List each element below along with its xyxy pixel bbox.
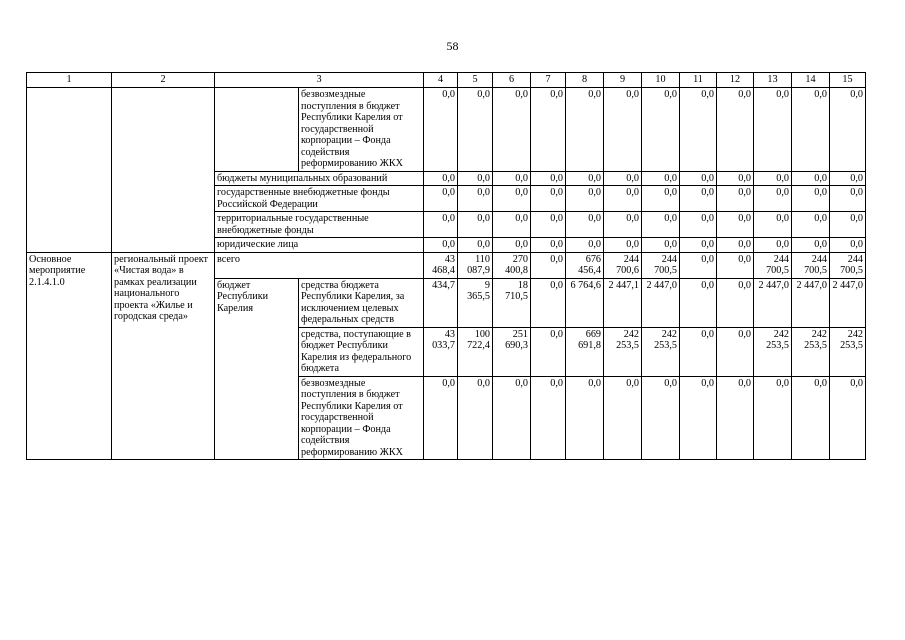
value-cell: 0,0 (566, 238, 604, 253)
empty-cell (27, 88, 112, 253)
header-cell: 11 (680, 73, 717, 88)
row-label: государственные внебюджетные фонды Российской Федерации (215, 186, 424, 212)
value-cell: 0,0 (642, 376, 680, 460)
value-cell: 0,0 (424, 186, 458, 212)
value-cell: 6 764,6 (566, 278, 604, 327)
empty-cell (112, 88, 215, 253)
value-cell: 0,0 (424, 376, 458, 460)
row-label: бюджеты муниципальных образований (215, 171, 424, 186)
value-cell: 0,0 (566, 171, 604, 186)
value-cell: 0,0 (458, 212, 493, 238)
value-cell: 0,0 (424, 212, 458, 238)
value-cell: 0,0 (717, 186, 754, 212)
row-label: средства, поступающие в бюджет Республики Карелия из федерального бюджета (299, 327, 424, 376)
header-cell: 7 (531, 73, 566, 88)
header-cell: 8 (566, 73, 604, 88)
value-cell: 244 700,5 (792, 252, 830, 278)
value-cell: 0,0 (458, 88, 493, 172)
value-cell: 0,0 (642, 186, 680, 212)
value-cell: 0,0 (493, 88, 531, 172)
value-cell: 0,0 (680, 186, 717, 212)
value-cell: 2 447,0 (754, 278, 792, 327)
value-cell: 434,7 (424, 278, 458, 327)
value-cell: 0,0 (680, 278, 717, 327)
header-cell: 6 (493, 73, 531, 88)
value-cell: 0,0 (830, 376, 866, 460)
value-cell: 0,0 (531, 327, 566, 376)
row-label: всего (215, 252, 424, 278)
header-cell: 14 (792, 73, 830, 88)
value-cell: 242 253,5 (642, 327, 680, 376)
value-cell: 0,0 (717, 212, 754, 238)
value-cell: 0,0 (830, 171, 866, 186)
header-cell: 3 (215, 73, 424, 88)
value-cell: 0,0 (792, 376, 830, 460)
value-cell: 0,0 (792, 186, 830, 212)
budget-label-cell: бюджет Республики Карелия (215, 278, 299, 460)
row-label: безвозмездные поступления в бюджет Республики Карелия от государственной корпорации – Фонда содействия реформированию ЖКХ (299, 88, 424, 172)
value-cell: 0,0 (604, 212, 642, 238)
header-cell: 9 (604, 73, 642, 88)
value-cell: 0,0 (604, 88, 642, 172)
header-cell: 4 (424, 73, 458, 88)
value-cell: 244 700,5 (754, 252, 792, 278)
value-cell: 100 722,4 (458, 327, 493, 376)
value-cell: 0,0 (531, 212, 566, 238)
value-cell: 0,0 (531, 171, 566, 186)
value-cell: 242 253,5 (830, 327, 866, 376)
value-cell: 2 447,1 (604, 278, 642, 327)
value-cell: 0,0 (531, 278, 566, 327)
header-cell: 15 (830, 73, 866, 88)
value-cell: 0,0 (754, 186, 792, 212)
page-number: 58 (446, 39, 459, 53)
value-cell: 0,0 (531, 252, 566, 278)
value-cell: 0,0 (830, 212, 866, 238)
value-cell: 0,0 (830, 238, 866, 253)
value-cell: 0,0 (717, 88, 754, 172)
value-cell: 110 087,9 (458, 252, 493, 278)
value-cell: 0,0 (680, 88, 717, 172)
table-row (27, 252, 866, 278)
value-cell: 0,0 (680, 212, 717, 238)
value-cell: 0,0 (424, 171, 458, 186)
value-cell: 0,0 (458, 186, 493, 212)
value-cell: 244 700,5 (642, 252, 680, 278)
value-cell: 2 447,0 (642, 278, 680, 327)
value-cell: 43 033,7 (424, 327, 458, 376)
value-cell: 2 447,0 (830, 278, 866, 327)
value-cell: 0,0 (566, 88, 604, 172)
header-cell: 5 (458, 73, 493, 88)
project-cell: региональный проект «Чистая вода» в рамках реализации национального проекта «Жилье и городская среда» (112, 252, 215, 460)
value-cell: 0,0 (531, 376, 566, 460)
value-cell: 0,0 (680, 327, 717, 376)
value-cell: 0,0 (754, 376, 792, 460)
value-cell: 242 253,5 (754, 327, 792, 376)
value-cell: 0,0 (642, 88, 680, 172)
value-cell: 669 691,8 (566, 327, 604, 376)
value-cell: 0,0 (566, 376, 604, 460)
value-cell: 0,0 (717, 327, 754, 376)
value-cell: 0,0 (566, 186, 604, 212)
value-cell: 244 700,6 (604, 252, 642, 278)
value-cell: 0,0 (424, 88, 458, 172)
value-cell: 0,0 (717, 278, 754, 327)
measure-cell: Основное мероприятие 2.1.4.1.0 (27, 252, 112, 460)
table-row (27, 88, 866, 172)
value-cell: 0,0 (531, 186, 566, 212)
value-cell: 251 690,3 (493, 327, 531, 376)
value-cell: 0,0 (424, 238, 458, 253)
value-cell: 2 447,0 (792, 278, 830, 327)
row-label: средства бюджета Республики Карелия, за исключением целевых федеральных средств (299, 278, 424, 327)
value-cell: 18 710,5 (493, 278, 531, 327)
value-cell: 0,0 (458, 171, 493, 186)
header-cell: 12 (717, 73, 754, 88)
row-label: юридические лица (215, 238, 424, 253)
value-cell: 0,0 (680, 252, 717, 278)
value-cell: 0,0 (792, 212, 830, 238)
header-cell: 13 (754, 73, 792, 88)
value-cell: 0,0 (792, 238, 830, 253)
value-cell: 0,0 (458, 238, 493, 253)
value-cell: 242 253,5 (792, 327, 830, 376)
value-cell: 0,0 (717, 252, 754, 278)
value-cell: 0,0 (754, 88, 792, 172)
value-cell: 0,0 (604, 186, 642, 212)
value-cell: 270 400,8 (493, 252, 531, 278)
value-cell: 0,0 (680, 171, 717, 186)
value-cell: 0,0 (680, 376, 717, 460)
value-cell: 0,0 (493, 376, 531, 460)
value-cell: 0,0 (531, 238, 566, 253)
budget-table (26, 72, 866, 460)
header-cell: 1 (27, 73, 112, 88)
value-cell: 0,0 (792, 171, 830, 186)
value-cell: 0,0 (754, 171, 792, 186)
header-cell: 2 (112, 73, 215, 88)
value-cell: 0,0 (642, 212, 680, 238)
value-cell: 0,0 (680, 238, 717, 253)
value-cell: 0,0 (642, 171, 680, 186)
value-cell: 0,0 (717, 376, 754, 460)
value-cell: 0,0 (830, 186, 866, 212)
value-cell: 242 253,5 (604, 327, 642, 376)
value-cell: 244 700,5 (830, 252, 866, 278)
value-cell: 0,0 (754, 212, 792, 238)
header-cell: 10 (642, 73, 680, 88)
value-cell: 0,0 (604, 376, 642, 460)
value-cell: 43 468,4 (424, 252, 458, 278)
value-cell: 0,0 (493, 171, 531, 186)
value-cell: 0,0 (754, 238, 792, 253)
value-cell: 0,0 (493, 212, 531, 238)
header-row (27, 73, 866, 88)
value-cell: 0,0 (830, 88, 866, 172)
value-cell: 0,0 (717, 238, 754, 253)
row-label: безвозмездные поступления в бюджет Республики Карелия от государственной корпорации – Фонда содействия реформированию ЖКХ (299, 376, 424, 460)
value-cell: 0,0 (717, 171, 754, 186)
value-cell: 0,0 (458, 376, 493, 460)
value-cell: 0,0 (493, 238, 531, 253)
value-cell: 0,0 (642, 238, 680, 253)
value-cell: 0,0 (604, 238, 642, 253)
value-cell: 0,0 (604, 171, 642, 186)
value-cell: 0,0 (493, 186, 531, 212)
value-cell: 9 365,5 (458, 278, 493, 327)
value-cell: 676 456,4 (566, 252, 604, 278)
value-cell: 0,0 (566, 212, 604, 238)
empty-cell (215, 88, 299, 172)
row-label: территориальные государственные внебюджетные фонды (215, 212, 424, 238)
value-cell: 0,0 (531, 88, 566, 172)
value-cell: 0,0 (792, 88, 830, 172)
